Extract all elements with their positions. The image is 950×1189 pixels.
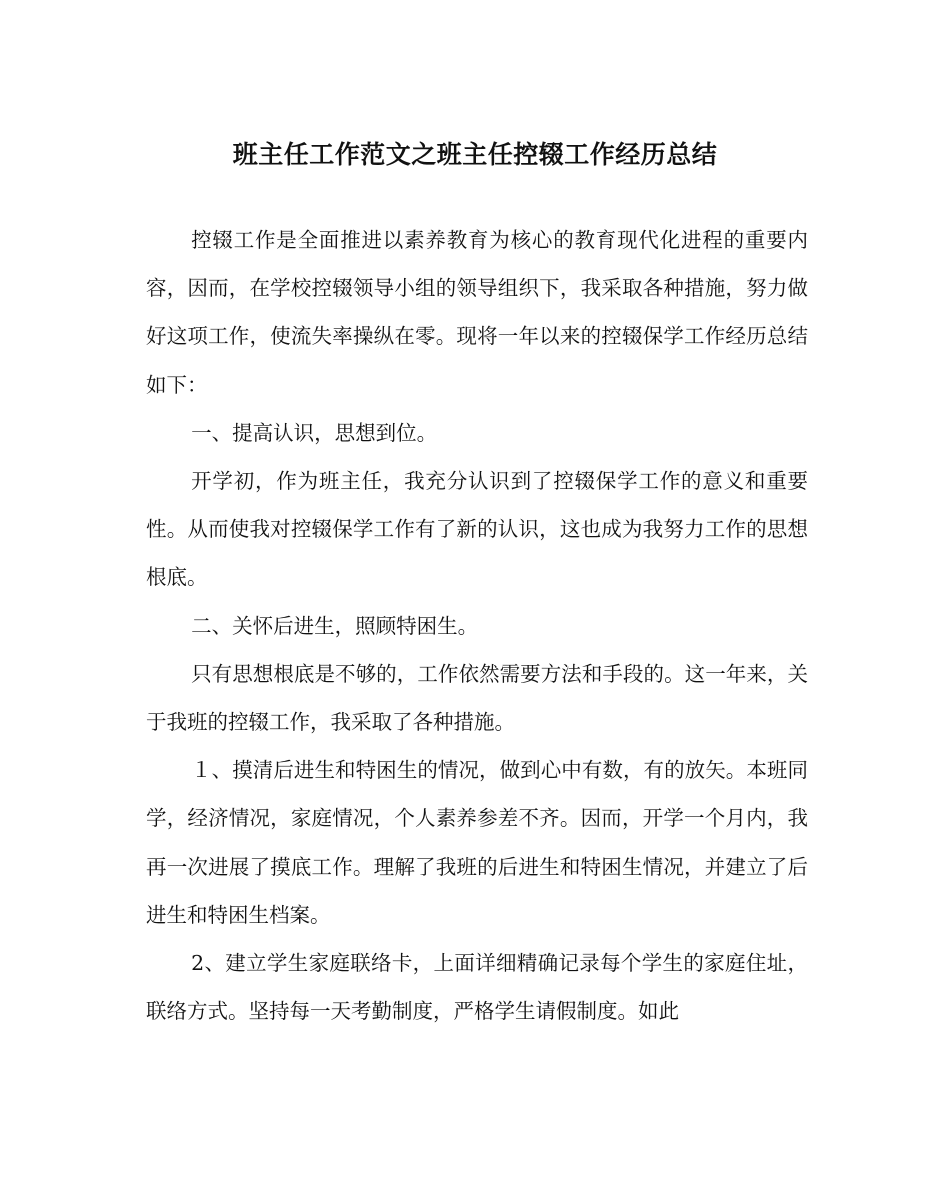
document-title: 班主任工作范文之班主任控辍工作经历总结 xyxy=(232,140,718,169)
document-body xyxy=(146,216,808,1035)
paragraph-section-1: 开学初，作为班主任，我充分认识到了控辍保学工作的意义和重要性。从而使我对控辍保学工作有了新的认识，这也成为我努力工作的思想根底。 xyxy=(146,469,808,590)
paragraph-item-2: 2、建立学生家庭联络卡，上面详细精确记录每个学生的家庭住址，联络方式。坚持每一天考勤制度，严格学生请假制度。如此 xyxy=(146,951,808,1024)
section-heading-2: 二、关怀后进生，照顾特困生。 xyxy=(191,613,479,638)
paragraph-intro: 控辍工作是全面推进以素养教育为核心的教育现代化进程的重要内容，因而，在学校控辍领导小组的领导组织下，我采取各种措施，努力做好这项工作，使流失率操纵在零。现将一年以来的控辍保学工作经历总结如下： xyxy=(146,228,808,397)
section-heading-1: 一、提高认识，思想到位。 xyxy=(191,420,438,445)
paragraph-item-1: １、摸清后进生和特困生的情况，做到心中有数，有的放矢。本班同学，经济情况，家庭情况，个人素养参差不齐。因而，开学一个月内，我再一次进展了摸底工作。理解了我班的后进生和特困生情况，并建立了后进生和特困生档案。 xyxy=(146,758,808,927)
paragraph-section-2: 只有思想根底是不够的，工作依然需要方法和手段的。这一年来，关于我班的控辍工作，我采取了各种措施。 xyxy=(146,661,808,735)
